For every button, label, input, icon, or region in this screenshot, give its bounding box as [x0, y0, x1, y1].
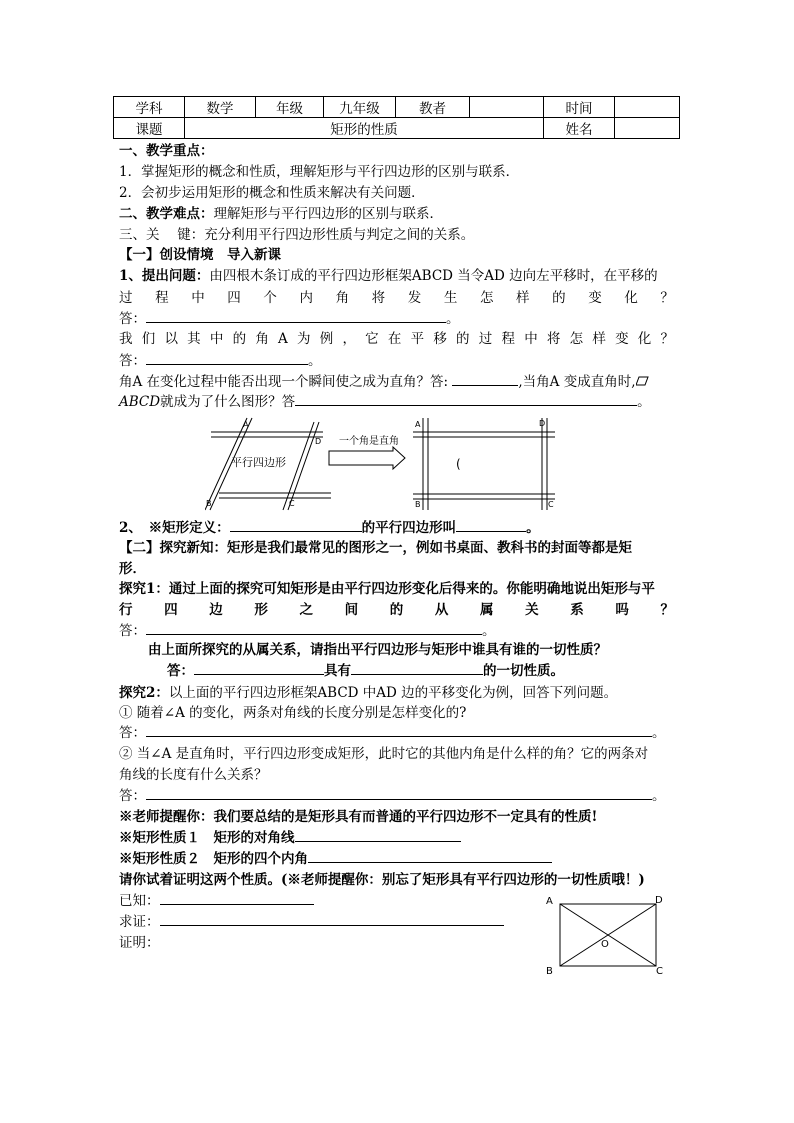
period: 。 — [637, 394, 651, 410]
period: 。 — [652, 788, 666, 804]
section-2-line — [119, 539, 632, 557]
abcd-italic: ABCD — [119, 394, 161, 410]
answer-3b-blank[interactable] — [295, 393, 637, 406]
difficulty-heading: 二、教学难点： — [119, 206, 214, 222]
property-1-blank[interactable] — [295, 829, 461, 842]
char: 在 — [387, 331, 402, 347]
explore-1-heading: 探究1： — [119, 581, 169, 597]
cell-grade-label: 年级 — [256, 97, 324, 118]
angle-mark: ( — [456, 457, 461, 471]
question-3-text-b: ,当角A 变成直角时, — [518, 374, 636, 390]
answer-1-blank[interactable] — [146, 310, 446, 323]
question-1-line-2 — [119, 289, 674, 307]
char: 角 — [335, 290, 350, 306]
parallelogram-icon — [636, 376, 649, 386]
teacher-reminder: ※老师提醒你：我们要总结的是矩形具有而普通的平行四边形不一定具有的性质! — [119, 809, 598, 825]
answer-label: 答： — [119, 788, 146, 804]
question-2-line — [119, 330, 674, 348]
char: 内 — [299, 290, 313, 306]
vertex-c: C — [289, 499, 295, 508]
explore-2-answer-2-blank[interactable] — [146, 787, 652, 800]
explore-1-blank-a[interactable] — [194, 662, 324, 675]
char: 形 — [254, 602, 268, 618]
char: 个 — [263, 290, 277, 306]
answer-label: 答： — [119, 353, 146, 369]
explore-1-question: 由上面所探究的从属关系，请指出平行四边形与矩形中谁具有谁的一切性质？ — [148, 642, 607, 658]
char: 中 — [209, 331, 224, 347]
definition-line — [119, 519, 540, 537]
question-1-text: 由四根木条订成的平行四边形框架ABCD 当令AD 边向左平移时，在平移的 — [209, 268, 658, 284]
char: 化 — [624, 290, 638, 306]
arrow-label: 一个角是直角 — [339, 436, 399, 447]
char: 平 — [410, 331, 425, 347]
char: 的 — [552, 290, 566, 306]
char: 移 — [433, 331, 447, 347]
section-2-text: 矩形是我们最常见的图形之一，例如书桌面、教科书的封面等都是矩 — [227, 540, 632, 556]
char: 们 — [141, 331, 156, 347]
known-label: 已知： — [119, 893, 160, 909]
answer-label: 答： — [119, 311, 146, 327]
property-2-text: ※矩形性质２ 矩形的四个内角 — [119, 851, 308, 867]
char: 发 — [407, 290, 422, 306]
char: 以 — [164, 331, 178, 347]
known-line — [119, 892, 314, 910]
vertex-b: B — [546, 966, 553, 977]
header-row-1 — [114, 97, 680, 118]
char: 其 — [187, 331, 201, 347]
known-blank[interactable] — [160, 892, 314, 905]
char: 四 — [164, 602, 178, 618]
explore-1-answer-2 — [167, 662, 564, 680]
rectangle-diagonals-figure — [543, 893, 669, 979]
cell-time-label: 时间 — [544, 97, 615, 118]
definition-text: 的平行四边形叫 — [361, 520, 457, 536]
char: 变 — [615, 331, 629, 347]
period: 。 — [308, 353, 322, 369]
question-1-heading: 1、提出问题： — [119, 268, 210, 284]
explore-1-line-2 — [119, 601, 674, 619]
char: 怎 — [569, 331, 584, 347]
char: 的 — [232, 331, 247, 347]
period: 。 — [652, 725, 666, 741]
char: 的 — [456, 331, 470, 347]
vertex-c: C — [548, 500, 554, 509]
char: 化 — [637, 331, 652, 347]
center-o: O — [601, 939, 609, 950]
period: 。 — [526, 520, 540, 536]
char: 程 — [155, 290, 169, 306]
rectangle-frame — [413, 418, 555, 510]
explore-1-text: 通过上面的探究可知矩形是由平行四边形变化后得来的。你能明确地说出矩形与平 — [168, 581, 655, 597]
char: ？ — [660, 602, 674, 618]
period: 。 — [482, 623, 496, 639]
explore-1-text-b: 具有 — [324, 663, 351, 679]
explore-1-answer — [119, 622, 496, 640]
vertex-a: A — [546, 896, 553, 907]
parallelogram-frame — [205, 418, 331, 510]
header-table — [113, 96, 680, 139]
char: 生 — [443, 290, 458, 306]
char: 例 — [319, 331, 334, 347]
proof-label: 证明： — [119, 935, 160, 951]
key-point-2: 2．会初步运用矩形的概念和性质来解决有关问题． — [119, 185, 425, 201]
explore-2-question-2b: 角线的长度有什么关系？ — [119, 767, 268, 783]
frame-transform-figure — [205, 412, 565, 514]
char: 程 — [501, 331, 515, 347]
char: 中 — [524, 331, 538, 347]
question-3-text: 角A 在变化过程中能否出现一个瞬间使之成为直角？答: — [119, 374, 449, 390]
proof-line — [119, 934, 160, 952]
char: 样 — [592, 331, 606, 347]
char: 系 — [570, 602, 584, 618]
verify-label: 求证： — [119, 914, 160, 930]
section-2-line-2: 形． — [119, 561, 146, 577]
key-text: 充分利用平行四边形性质与判定之间的关系。 — [204, 227, 475, 243]
char: 的 — [389, 602, 404, 618]
explore-2-answer-2 — [119, 787, 666, 805]
cell-subject-value: 数学 — [185, 97, 256, 118]
difficulty-text: 理解矩形与平行四边形的区别与联系． — [213, 206, 443, 222]
vertex-a: A — [415, 420, 421, 429]
cell-name-value — [615, 118, 680, 139]
explore-1-text-c: 的一切性质。 — [483, 663, 564, 679]
cell-topic-value: 矩形的性质 — [185, 118, 544, 139]
char: 中 — [191, 290, 205, 306]
char: A — [278, 331, 288, 347]
char: 行 — [119, 602, 133, 618]
explore-2-heading: 探究2： — [119, 685, 169, 701]
explore-1-blank-b[interactable] — [351, 662, 483, 675]
char: 变 — [588, 290, 602, 306]
explore-2-answer-1 — [119, 724, 666, 742]
vertex-c: C — [656, 966, 663, 977]
char: 为 — [297, 331, 311, 347]
cell-subject-label: 学科 — [114, 97, 185, 118]
vertex-a: A — [243, 420, 249, 429]
header-row-2 — [114, 118, 680, 139]
vertex-b: B — [206, 499, 212, 508]
char: 四 — [227, 290, 241, 306]
key-point-1: 1．掌握矩形的概念和性质，理解矩形与平行四边形的区别与联系． — [119, 164, 520, 180]
explore-1-line — [119, 580, 655, 598]
explore-2-question-2: ② 当∠A 是直角时，平行四边形变成矩形，此时它的其他内角是什么样的角？它的两条对 — [119, 746, 649, 762]
verify-blank[interactable] — [160, 913, 504, 926]
explore-2-line — [119, 684, 617, 702]
vertex-b: B — [415, 500, 421, 509]
question-3-text-d: 就成为了什么图形？答 — [160, 394, 296, 410]
property-2-line — [119, 850, 552, 868]
answer-label: 答： — [119, 725, 146, 741]
verify-line — [119, 913, 504, 931]
vertex-d: D — [655, 895, 663, 906]
period: 。 — [446, 311, 460, 327]
cell-topic-label: 课题 — [114, 118, 185, 139]
char: 角 — [255, 331, 269, 347]
key-heading: 三、关 键： — [119, 227, 205, 243]
char: 我 — [119, 331, 133, 347]
vertex-d: D — [539, 419, 546, 428]
char: 怎 — [479, 290, 494, 306]
cell-teacher-value — [470, 97, 544, 118]
char: 之 — [299, 602, 313, 618]
explore-2-text: 以上面的平行四边形框架ABCD 中AD 边的平移变化为例，回答下列问题。 — [168, 685, 618, 701]
cell-teacher-label: 教者 — [396, 97, 470, 118]
char: 吗 — [615, 602, 629, 618]
answer-2-line — [119, 352, 322, 370]
char: 属 — [480, 602, 494, 618]
explore-2-answer-1-blank[interactable] — [146, 724, 652, 737]
cell-name-label: 姓名 — [544, 118, 615, 139]
answer-2-blank[interactable] — [146, 352, 308, 365]
question-3-line — [119, 373, 649, 391]
question-3-line-2 — [119, 393, 651, 411]
definition-blank-1[interactable] — [230, 519, 362, 532]
key-line — [119, 226, 474, 244]
explore-1-answer-blank[interactable] — [146, 622, 482, 635]
char: 边 — [209, 602, 223, 618]
prove-instruction: 请你试着证明这两个性质。(※老师提醒你：别忘了矩形具有平行四边形的一切性质哦！) — [119, 872, 645, 888]
answer-label: 答： — [119, 623, 146, 639]
parallelogram-label: 平行四边形 — [231, 456, 286, 469]
property-2-blank[interactable] — [308, 850, 552, 863]
char: 过 — [119, 290, 133, 306]
definition-label: 2、 ※矩形定义： — [119, 520, 230, 536]
property-1-line — [119, 829, 461, 847]
char: 关 — [525, 602, 539, 618]
char: 将 — [371, 290, 386, 306]
char: ， — [342, 331, 356, 347]
question-1-line — [119, 267, 658, 285]
section-1-heading: 【一】创设情境 导入新课 — [119, 247, 281, 263]
char: ？ — [660, 331, 674, 347]
transform-arrow — [329, 434, 405, 469]
difficulty-line — [119, 205, 443, 223]
section-key-points-heading: 一、教学重点： — [119, 143, 214, 159]
answer-label: 答： — [167, 663, 194, 679]
char: ？ — [660, 290, 674, 306]
char: 过 — [478, 331, 493, 347]
cell-grade-value: 九年级 — [324, 97, 396, 118]
vertex-d: D — [315, 437, 322, 446]
char: 它 — [365, 331, 379, 347]
property-1-text: ※矩形性质１ 矩形的对角线 — [119, 830, 295, 846]
section-2-heading: 【二】探究新知： — [119, 540, 227, 556]
definition-blank-2[interactable] — [456, 519, 526, 532]
char: 将 — [546, 331, 561, 347]
char: 从 — [434, 602, 449, 618]
answer-3a-blank[interactable] — [452, 373, 518, 386]
char: 样 — [516, 290, 530, 306]
answer-1-line — [119, 310, 460, 328]
cell-time-value — [615, 97, 680, 118]
explore-2-question-1: ① 随着∠A 的变化，两条对角线的长度分别是怎样变化的? — [119, 705, 467, 721]
char: 间 — [344, 602, 359, 618]
